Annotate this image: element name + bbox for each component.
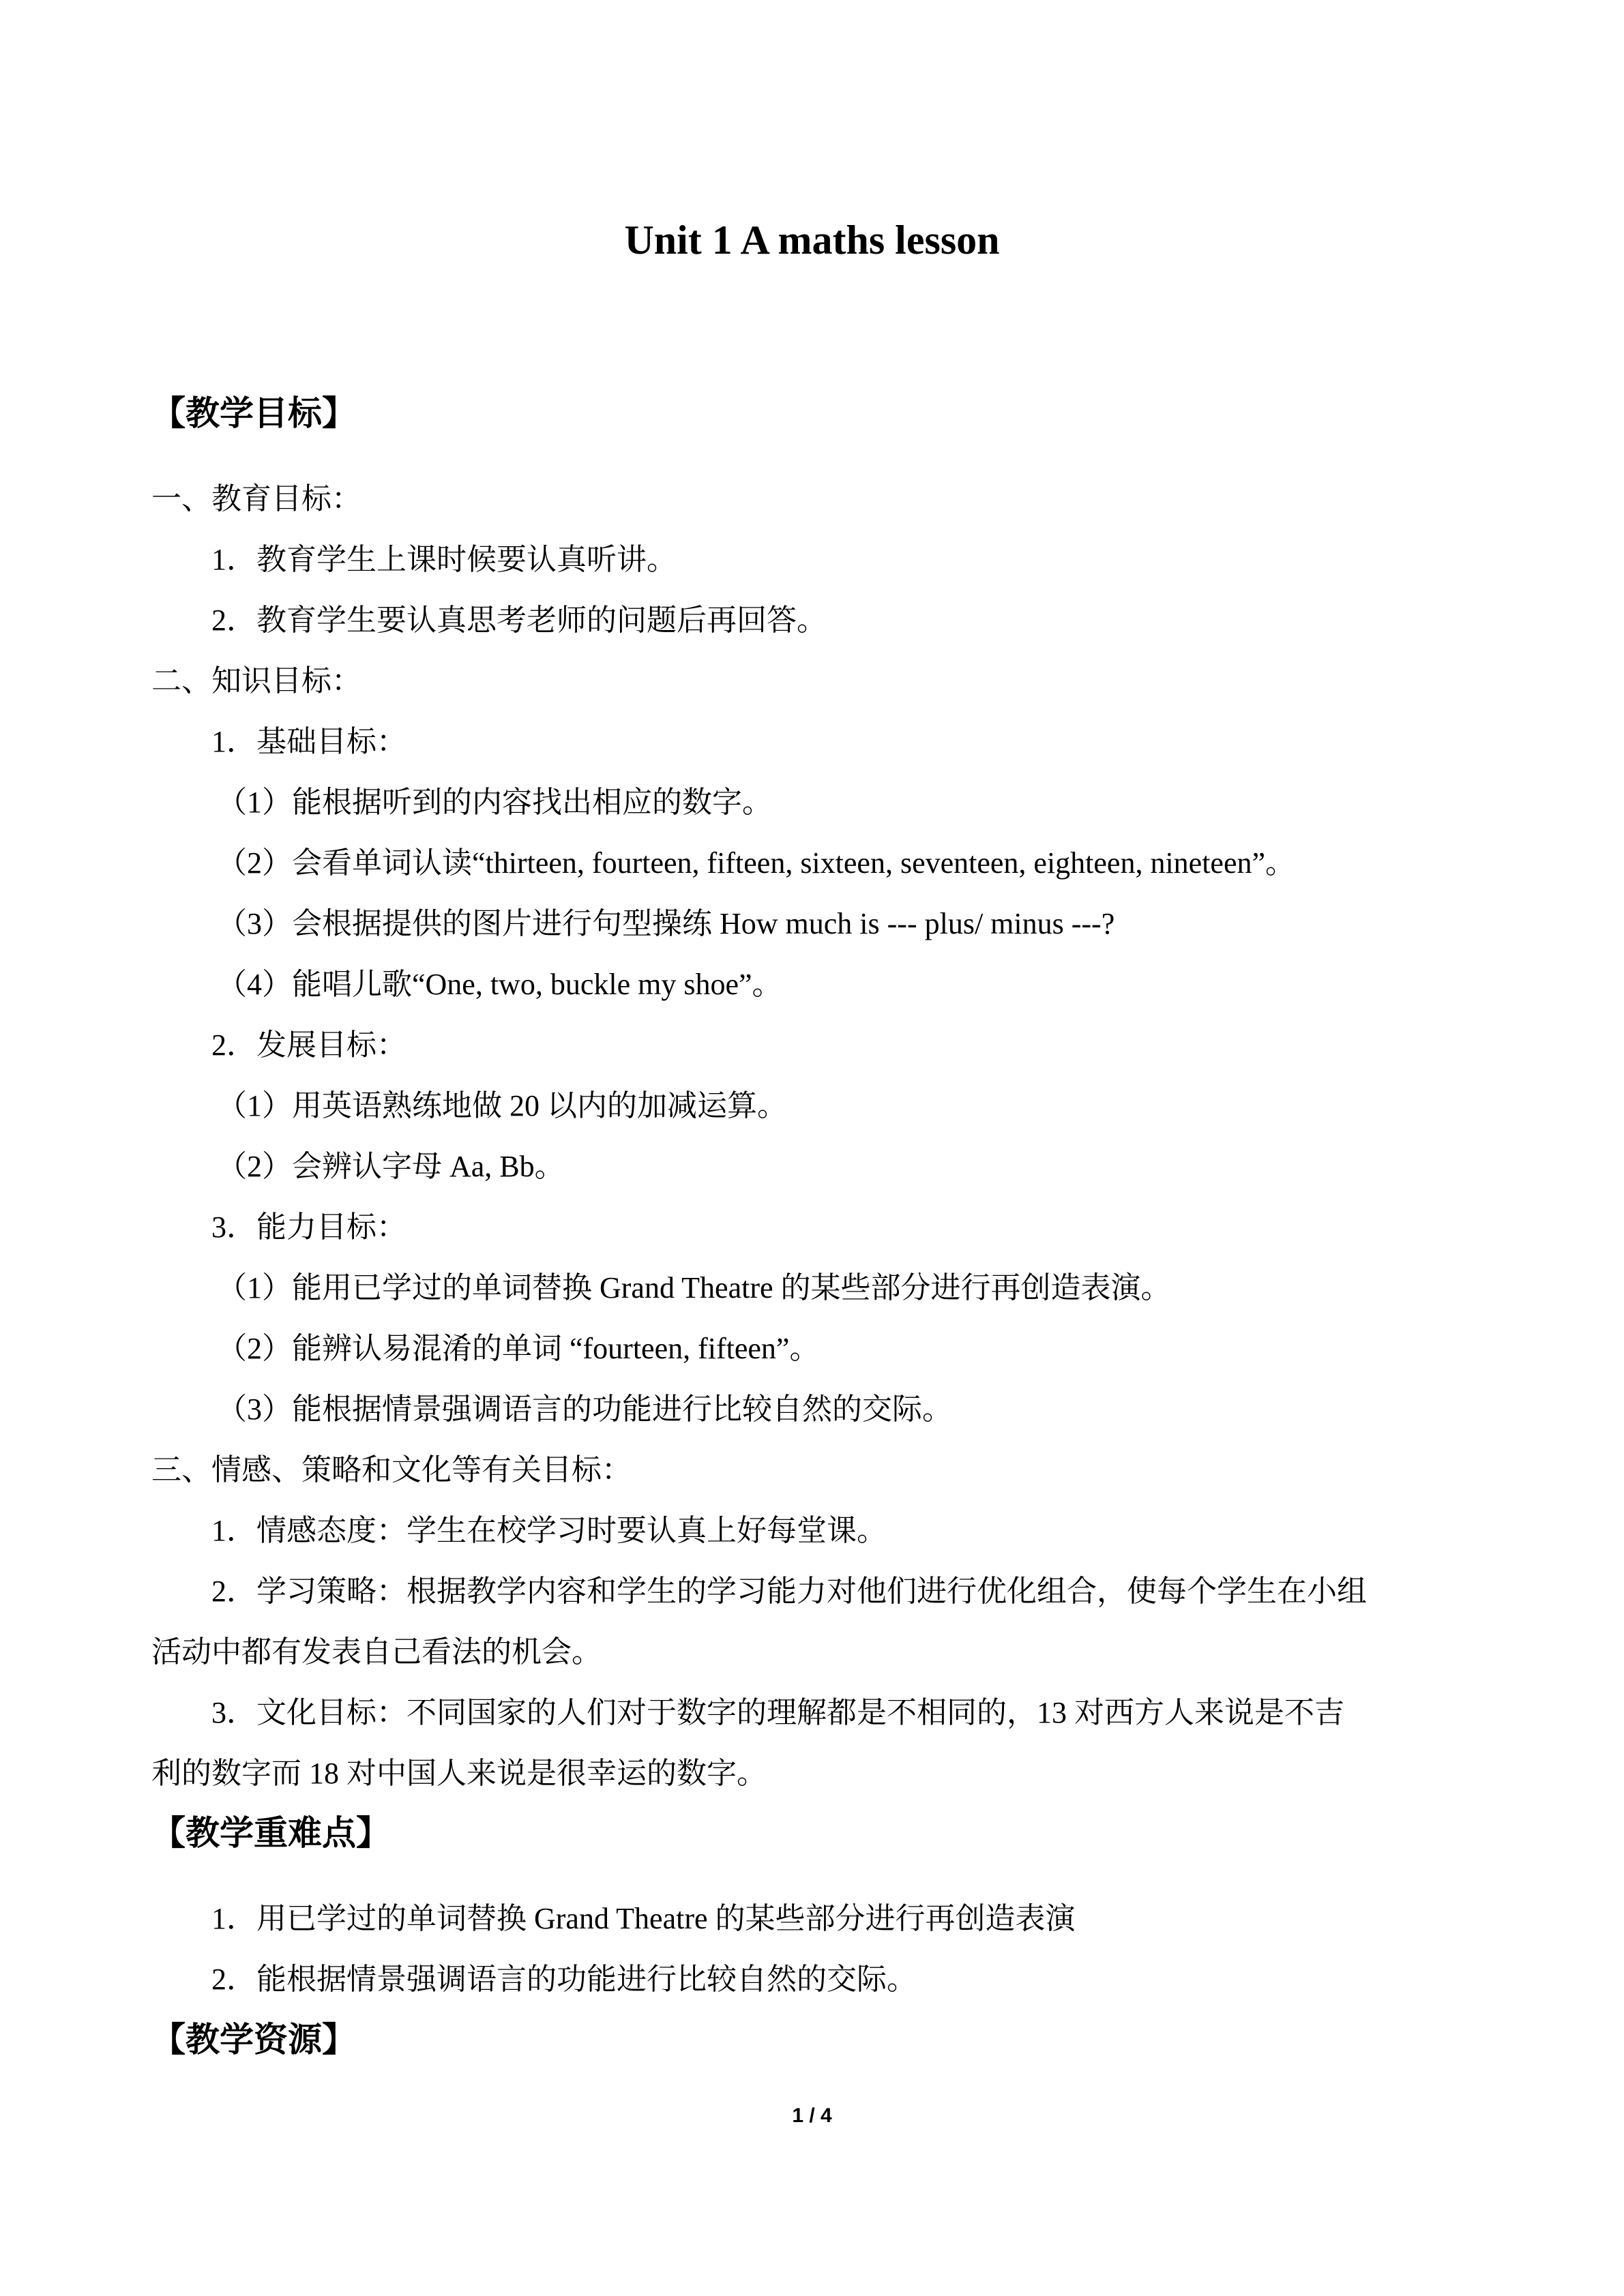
emotion-goal-1: 1．情感态度：学生在校学习时要认真上好每堂课。 (211, 1514, 887, 1547)
culture-goal-line-1: 3．文化目标：不同国家的人们对于数字的理解都是不相同的，13 对西方人来说是不吉 (211, 1696, 1344, 1729)
basic-goal-4: （4）能唱儿歌“One, two, buckle my shoe”。 (217, 968, 782, 1001)
knowledge-goals-heading: 二、知识目标： (151, 664, 361, 698)
key-point-1: 1．用已学过的单词替换 Grand Theatre 的某些部分进行再创造表演 (211, 1902, 1076, 1935)
page-number: 1 / 4 (792, 2104, 832, 2127)
basic-goals-heading: 1．基础目标： (211, 725, 407, 758)
strategy-goal-line-2: 活动中都有发表自己看法的机会。 (151, 1635, 602, 1669)
section-heading-resources: 【教学资源】 (151, 2020, 356, 2059)
emotion-goals-heading: 三、情感、策略和文化等有关目标： (151, 1453, 632, 1487)
development-goal-2: （2）会辨认字母 Aa, Bb。 (217, 1150, 565, 1183)
document-title: Unit 1 A maths lesson (624, 218, 1000, 263)
section-heading-objectives: 【教学目标】 (151, 393, 356, 433)
basic-goal-1: （1）能根据听到的内容找出相应的数字。 (217, 786, 772, 819)
development-goals-heading: 2．发展目标： (211, 1028, 407, 1062)
ability-goals-heading: 3．能力目标： (211, 1210, 407, 1244)
basic-goal-2: （2）会看单词认读“thirteen, fourteen, fifteen, sixteen, seventeen, eighteen, nineteen”。 (217, 846, 1296, 880)
culture-goal-line-2: 利的数字而 18 对中国人来说是很幸运的数字。 (151, 1757, 767, 1790)
development-goal-1: （1）用英语熟练地做 20 以内的加减运算。 (217, 1089, 787, 1122)
strategy-goal-line-1: 2．学习策略：根据教学内容和学生的学习能力对他们进行优化组合，使每个学生在小组 (211, 1575, 1367, 1608)
education-goal-2: 2．教育学生要认真思考老师的问题后再回答。 (211, 603, 827, 637)
ability-goal-3: （3）能根据情景强调语言的功能进行比较自然的交际。 (217, 1392, 952, 1426)
basic-goal-3: （3）会根据提供的图片进行句型操练 How much is --- plus/ minus ---? (217, 907, 1115, 940)
ability-goal-1: （1）能用已学过的单词替换 Grand Theatre 的某些部分进行再创造表演。 (217, 1271, 1171, 1304)
section-heading-key-points: 【教学重难点】 (151, 1813, 390, 1853)
key-point-2: 2．能根据情景强调语言的功能进行比较自然的交际。 (211, 1963, 917, 1996)
education-goals-heading: 一、教育目标： (151, 482, 361, 516)
education-goal-1: 1．教育学生上课时候要认真听讲。 (211, 543, 677, 576)
ability-goal-2: （2）能辨认易混淆的单词 “fourteen, fifteen”。 (217, 1332, 820, 1365)
